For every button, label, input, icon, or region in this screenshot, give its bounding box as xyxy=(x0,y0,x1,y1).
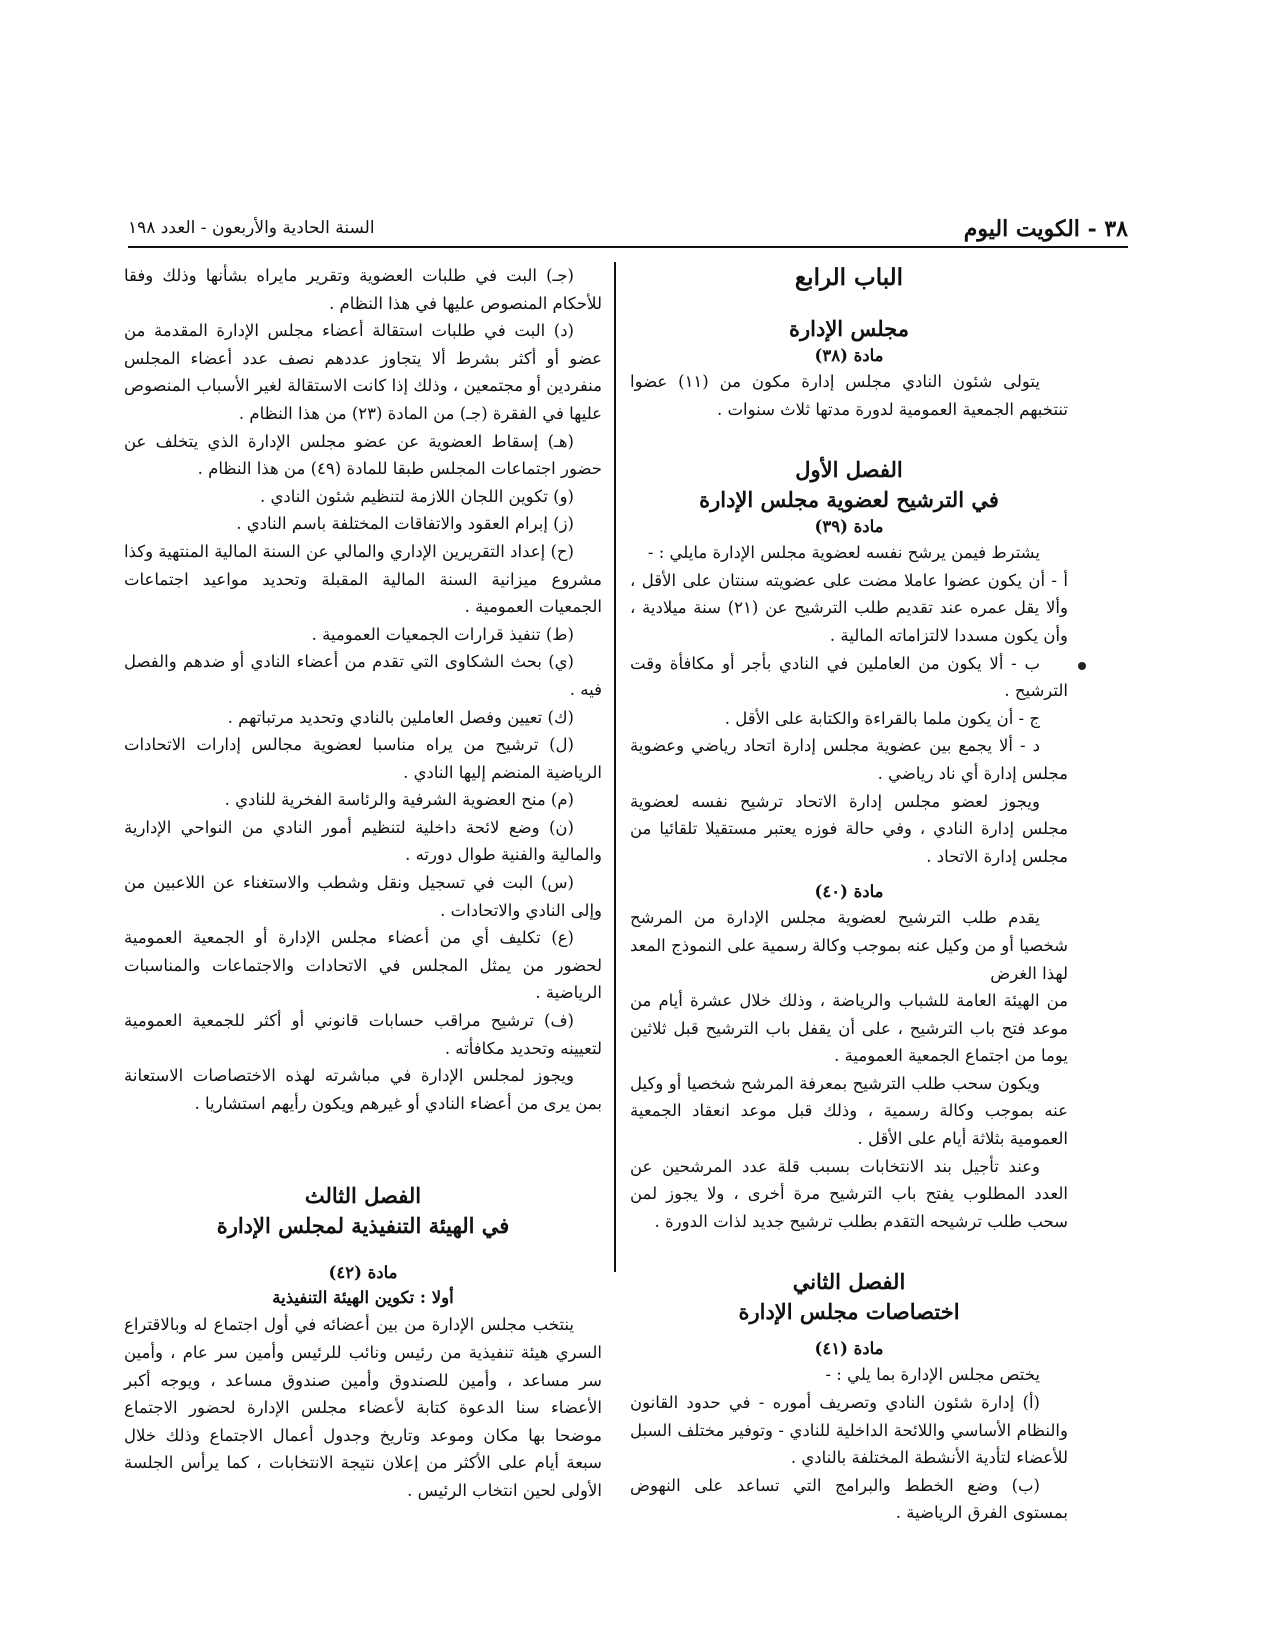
chapter-2-title: الفصل الثاني xyxy=(792,1269,906,1295)
article-41-item-ain: (ع) تكليف أي من أعضاء مجلس الإدارة أو الجمعية العمومية لحضور من يمثل المجلس في الاتحادات والاجتماعات والمناسبات الرياضية . xyxy=(124,928,602,1003)
article-39-intro: يشترط فيمن يرشح نفسه لعضوية مجلس الإدارة مايلي : - xyxy=(647,543,1040,563)
article-41-heading: مادة (٤١) xyxy=(814,1339,884,1359)
article-41-item-hha: (ح) إعداد التقريرين الإداري والمالي عن السنة المالية المنتهية وكذا مشروع ميزانية السنة المالية المقبلة وتحديد مواعيد اجتماعات الجمعيات العمومية . xyxy=(124,541,602,617)
article-41-item-nun: (ن) وضع لائحة داخلية لتنظيم أمور النادي من النواحي الإدارية والمالية والفنية طوال دورته . xyxy=(124,817,602,865)
part-title: الباب الرابع xyxy=(794,264,904,291)
article-41-item-lam: (ل) ترشيح من يراه مناسبا لعضوية مجالس إدارات الاتحادات الرياضية المنضم إليها النادي . xyxy=(124,735,602,782)
article-41-item-a: (أ) إدارة شئون النادي وتصريف أموره - في حدود القانون والنظام الأساسي واللائحة الداخلية للنادي - وتوفير مختلف السبل للأعضاء لتأدية الأنشطة المختلفة بالنادي . xyxy=(630,1393,1068,1468)
article-40-paragraph-3: ويكون سحب طلب الترشيح بمعرفة المرشح شخصيا أو وكيل عنه بموجب وكالة رسمية ، وذلك قبل موعد انعقاد الجمعية العمومية بثلاثة أيام على الأقل . xyxy=(630,1073,1068,1149)
article-41-item-tta: (ط) تنفيذ قرارات الجمعيات العمومية . xyxy=(311,624,574,644)
right-column xyxy=(630,262,1068,1527)
header-page-number-title: ٣٨ - الكويت اليوم xyxy=(963,216,1128,242)
article-42-text: ينتخب مجلس الإدارة من بين أعضائه في أول اجتماع له وبالاقتراع السري هيئة تنفيذية من رئيس ونائب للرئيس وأمين سر عام ، وأمين سر مساعد ، وأمين للصندوق وأمين صندوق مساعد ، ويوجه أكبر الأعضاء سنا الدعوة كتابة لأعضاء مجلس الإدارة لحضور الاجتماع موضحا بها مكان وموعد وتاريخ وجدول أعمال الاجتماع وذلك خلال سبعة أيام على الأكثر من إعلان نتيجة الانتخابات ، كما يرأس الجلسة الأولى لحين انتخاب الرئيس . xyxy=(124,1315,602,1500)
article-38-heading: مادة (٣٨) xyxy=(814,346,884,365)
article-41-item-zay: (ز) إبرام العقود والاتفاقات المختلفة باسم النادي . xyxy=(236,514,574,534)
left-column xyxy=(124,262,602,1505)
running-header xyxy=(128,216,1128,248)
article-40-paragraph-1: يقدم طلب الترشيح لعضوية مجلس الإدارة من المرشح شخصيا أو من وكيل عنه بموجب وكالة رسمية على النموذج المعد لهذا الغرض xyxy=(630,908,1068,983)
article-39-note: ويجوز لعضو مجلس إدارة الاتحاد ترشيح نفسه لعضوية مجلس إدارة النادي ، وفي حالة فوزه يعتبر مستقيلا تلقائيا من مجلس إدارة الاتحاد . xyxy=(630,791,1068,866)
article-41-item-fa: (ف) ترشيح مراقب حسابات قانوني أو أكثر للجمعية العمومية لتعيينه وتحديد مكافأته . xyxy=(124,1011,602,1058)
article-39-item-c: ج - أن يكون ملما بالقراءة والكتابة على الأقل . xyxy=(724,708,1040,728)
article-41-item-mim: (م) منح العضوية الشرفية والرئاسة الفخرية للنادي . xyxy=(224,790,574,810)
chapter-3-title: الفصل الثالث xyxy=(304,1183,422,1209)
article-40-paragraph-4: وعند تأجيل بند الانتخابات بسبب قلة عدد المرشحين عن العدد المطلوب يفتح باب الترشيح مرة أخرى ، ولا يجوز لمن سحب طلب ترشيحه التقدم بطلب ترشيح جديد لذات الدورة . xyxy=(630,1156,1068,1231)
article-39-item-a: أ - أن يكون عضوا عاملا مضت على عضويته سنتان على الأقل ، وألا يقل عمره عند تقديم طلب الترشيح عن (٢١) سنة ميلادية ، وأن يكون مسددا لالتزاماته المالية . xyxy=(630,570,1068,645)
article-41-item-sin: (س) البت في تسجيل ونقل وشطب والاستغناء عن اللاعبين من وإلى النادي والاتحادات . xyxy=(124,873,602,920)
article-41-item-ha: (هـ) إسقاط العضوية عن عضو مجلس الإدارة الذي يتخلف عن حضور اجتماعات المجلس طبقا للمادة (٤٩) من هذا النظام . xyxy=(124,431,602,479)
article-42-subheading: أولا : تكوين الهيئة التنفيذية xyxy=(272,1288,454,1308)
header-issue-info: السنة الحادية والأربعون - العدد ١٩٨ xyxy=(128,218,375,238)
chapter-2-subtitle: اختصاصات مجلس الإدارة xyxy=(738,1299,960,1325)
article-39-heading: مادة (٣٩) xyxy=(814,517,884,537)
article-41-intro: يختص مجلس الإدارة بما يلي : - xyxy=(825,1365,1040,1385)
board-title: مجلس الإدارة xyxy=(789,316,909,341)
article-41-item-dal: (د) البت في طلبات استقالة أعضاء مجلس الإدارة المقدمة من عضو أو أكثر بشرط ألا يتجاوز عددهم نصف عدد أعضاء المجلس منفردين أو مجتمعين ، وذلك إذا كانت الاستقالة لغير الأسباب المنصوص عليها في الفقرة (جـ) من المادة (٢٣) من هذا النظام . xyxy=(124,321,602,423)
article-39-item-d: د - ألا يجمع بين عضوية مجلس إدارة اتحاد رياضي وعضوية مجلس إدارة أي ناد رياضي . xyxy=(630,736,1068,783)
article-41-closing: ويجوز لمجلس الإدارة في مباشرته لهذه الاختصاصات الاستعانة بمن يرى من أعضاء النادي أو غيرهم ويكون رأيهم استشاريا . xyxy=(124,1066,602,1113)
article-41-item-jeem: (جـ) البت في طلبات العضوية وتقرير مايراه بشأنها وذلك وفقا للأحكام المنصوص عليها في هذا النظام . xyxy=(124,266,602,313)
article-41-item-kaf: (ك) تعيين وفصل العاملين بالنادي وتحديد مرتباتهم . xyxy=(227,707,574,727)
article-41-item-b: (ب) وضع الخطط والبرامج التي تساعد على النهوض بمستوى الفرق الرياضية . xyxy=(630,1475,1068,1523)
article-42-heading: مادة (٤٢) xyxy=(328,1263,398,1283)
margin-dot xyxy=(1078,662,1086,670)
article-38-text: يتولى شئون النادي مجلس إدارة مكون من (١١) عضوا تنتخبهم الجمعية العمومية لدورة مدتها ثلاث سنوات . xyxy=(630,372,1068,419)
article-41-item-waw: (و) تكوين اللجان اللازمة لتنظيم شئون النادي . xyxy=(260,486,574,506)
article-39-item-b: ب - ألا يكون من العاملين في النادي بأجر أو مكافأة وقت الترشيح . xyxy=(630,653,1068,701)
chapter-3-subtitle: في الهيئة التنفيذية لمجلس الإدارة xyxy=(216,1213,510,1239)
article-40-paragraph-2: من الهيئة العامة للشباب والرياضة ، وذلك خلال عشرة أيام من موعد فتح باب الترشيح ، على أن يقفل باب الترشيح قبل ثلاثين يوما من اجتماع الجمعية العمومية . xyxy=(630,991,1068,1066)
column-divider xyxy=(614,262,616,1272)
chapter-1-subtitle: في الترشيح لعضوية مجلس الإدارة xyxy=(699,487,999,513)
article-41-item-ya: (ي) بحث الشكاوى التي تقدم من أعضاء النادي أو ضدهم والفصل فيه . xyxy=(124,652,602,699)
article-40-heading: مادة (٤٠) xyxy=(814,882,884,902)
chapter-1-title: الفصل الأول xyxy=(795,457,903,483)
